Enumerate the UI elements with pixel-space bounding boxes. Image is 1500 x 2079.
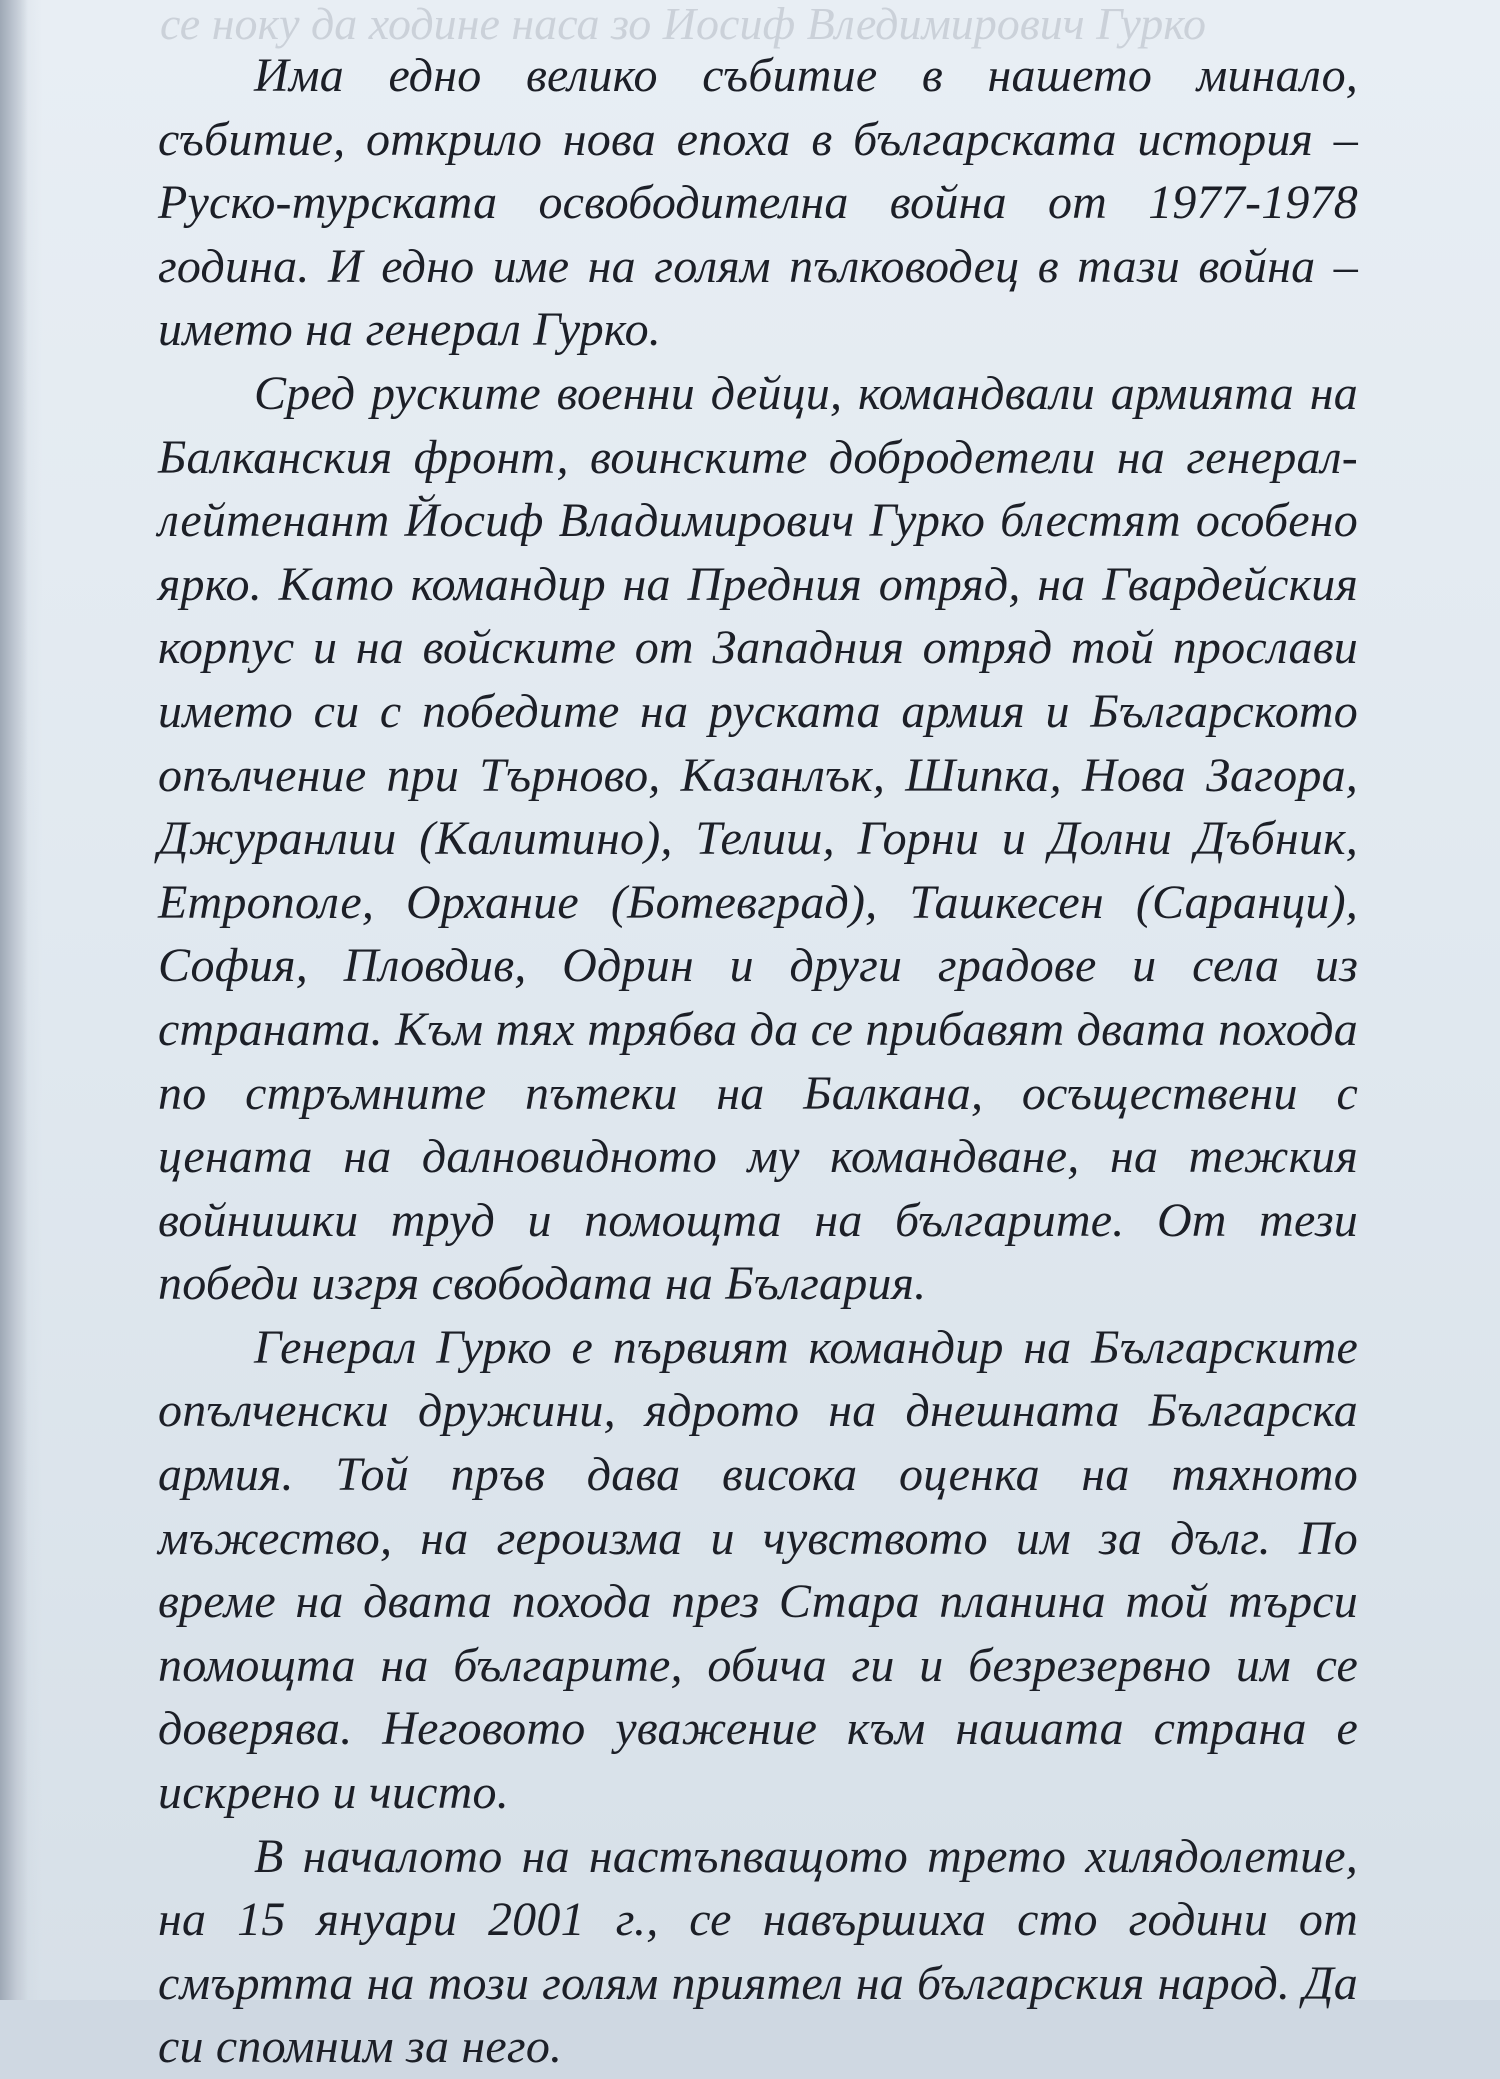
paragraph-1: Има едно велико събитие в нашето минало, събитие, открило нова епоха в българската история – Руско-турската освободителна война от 1977-1978 година. И едно име на голям пълководец в тази война – името на генерал Гурко. (158, 49, 1358, 357)
page-gutter-shadow (0, 0, 28, 2000)
paragraph-4: В началото на настъпващото трето хилядолетие, на 15 януари 2001 г., се навършиха сто години от смъртта на този голям приятел на българския народ. Да си спомним за него. (158, 1829, 1358, 2074)
page-body-text (158, 44, 1358, 2079)
paragraph-2: Сред руските военни дейци, командвали армията на Балканския фронт, воинските добродетели на генерал-лейтенант Йосиф Владимирович Гурко блестят особено ярко. Като командир на Предния отряд, на Гвардейския корпус и на войските от Западния отряд той прослави името си с победите на руската армия и Българското опълчение при Търново, Казанлък, Шипка, Нова Загора, Джуранлии (Калитино), Телиш, Горни и Долни Дъбник, Етрополе, Орхание (Ботевград), Ташкесен (Саранци), София, Пловдив, Одрин и други градове и села из страната. Към тях трябва да се прибавят двата похода по стръмните пътеки на Балкана, осъществени с цената на далновидното му командване, на тежкия войнишки труд и помощта на българите. От тези победи изгря свободата на България. (158, 366, 1358, 1311)
paragraph-3: Генерал Гурко е първият командир на Българските опълченски дружини, ядрото на днешната Българска армия. Той пръв дава висока оценка на тяхното мъжество, на героизма и чувството им за дълг. По време на двата похода през Стара планина той търси помощта на българите, обича ги и безрезервно им се доверява. Неговото уважение към нашата страна е искрено и чисто. (158, 1320, 1358, 1820)
bleed-through-text: се ноку да ходине наса зо Иосиф Вледимирович Гурко (160, 0, 1206, 49)
